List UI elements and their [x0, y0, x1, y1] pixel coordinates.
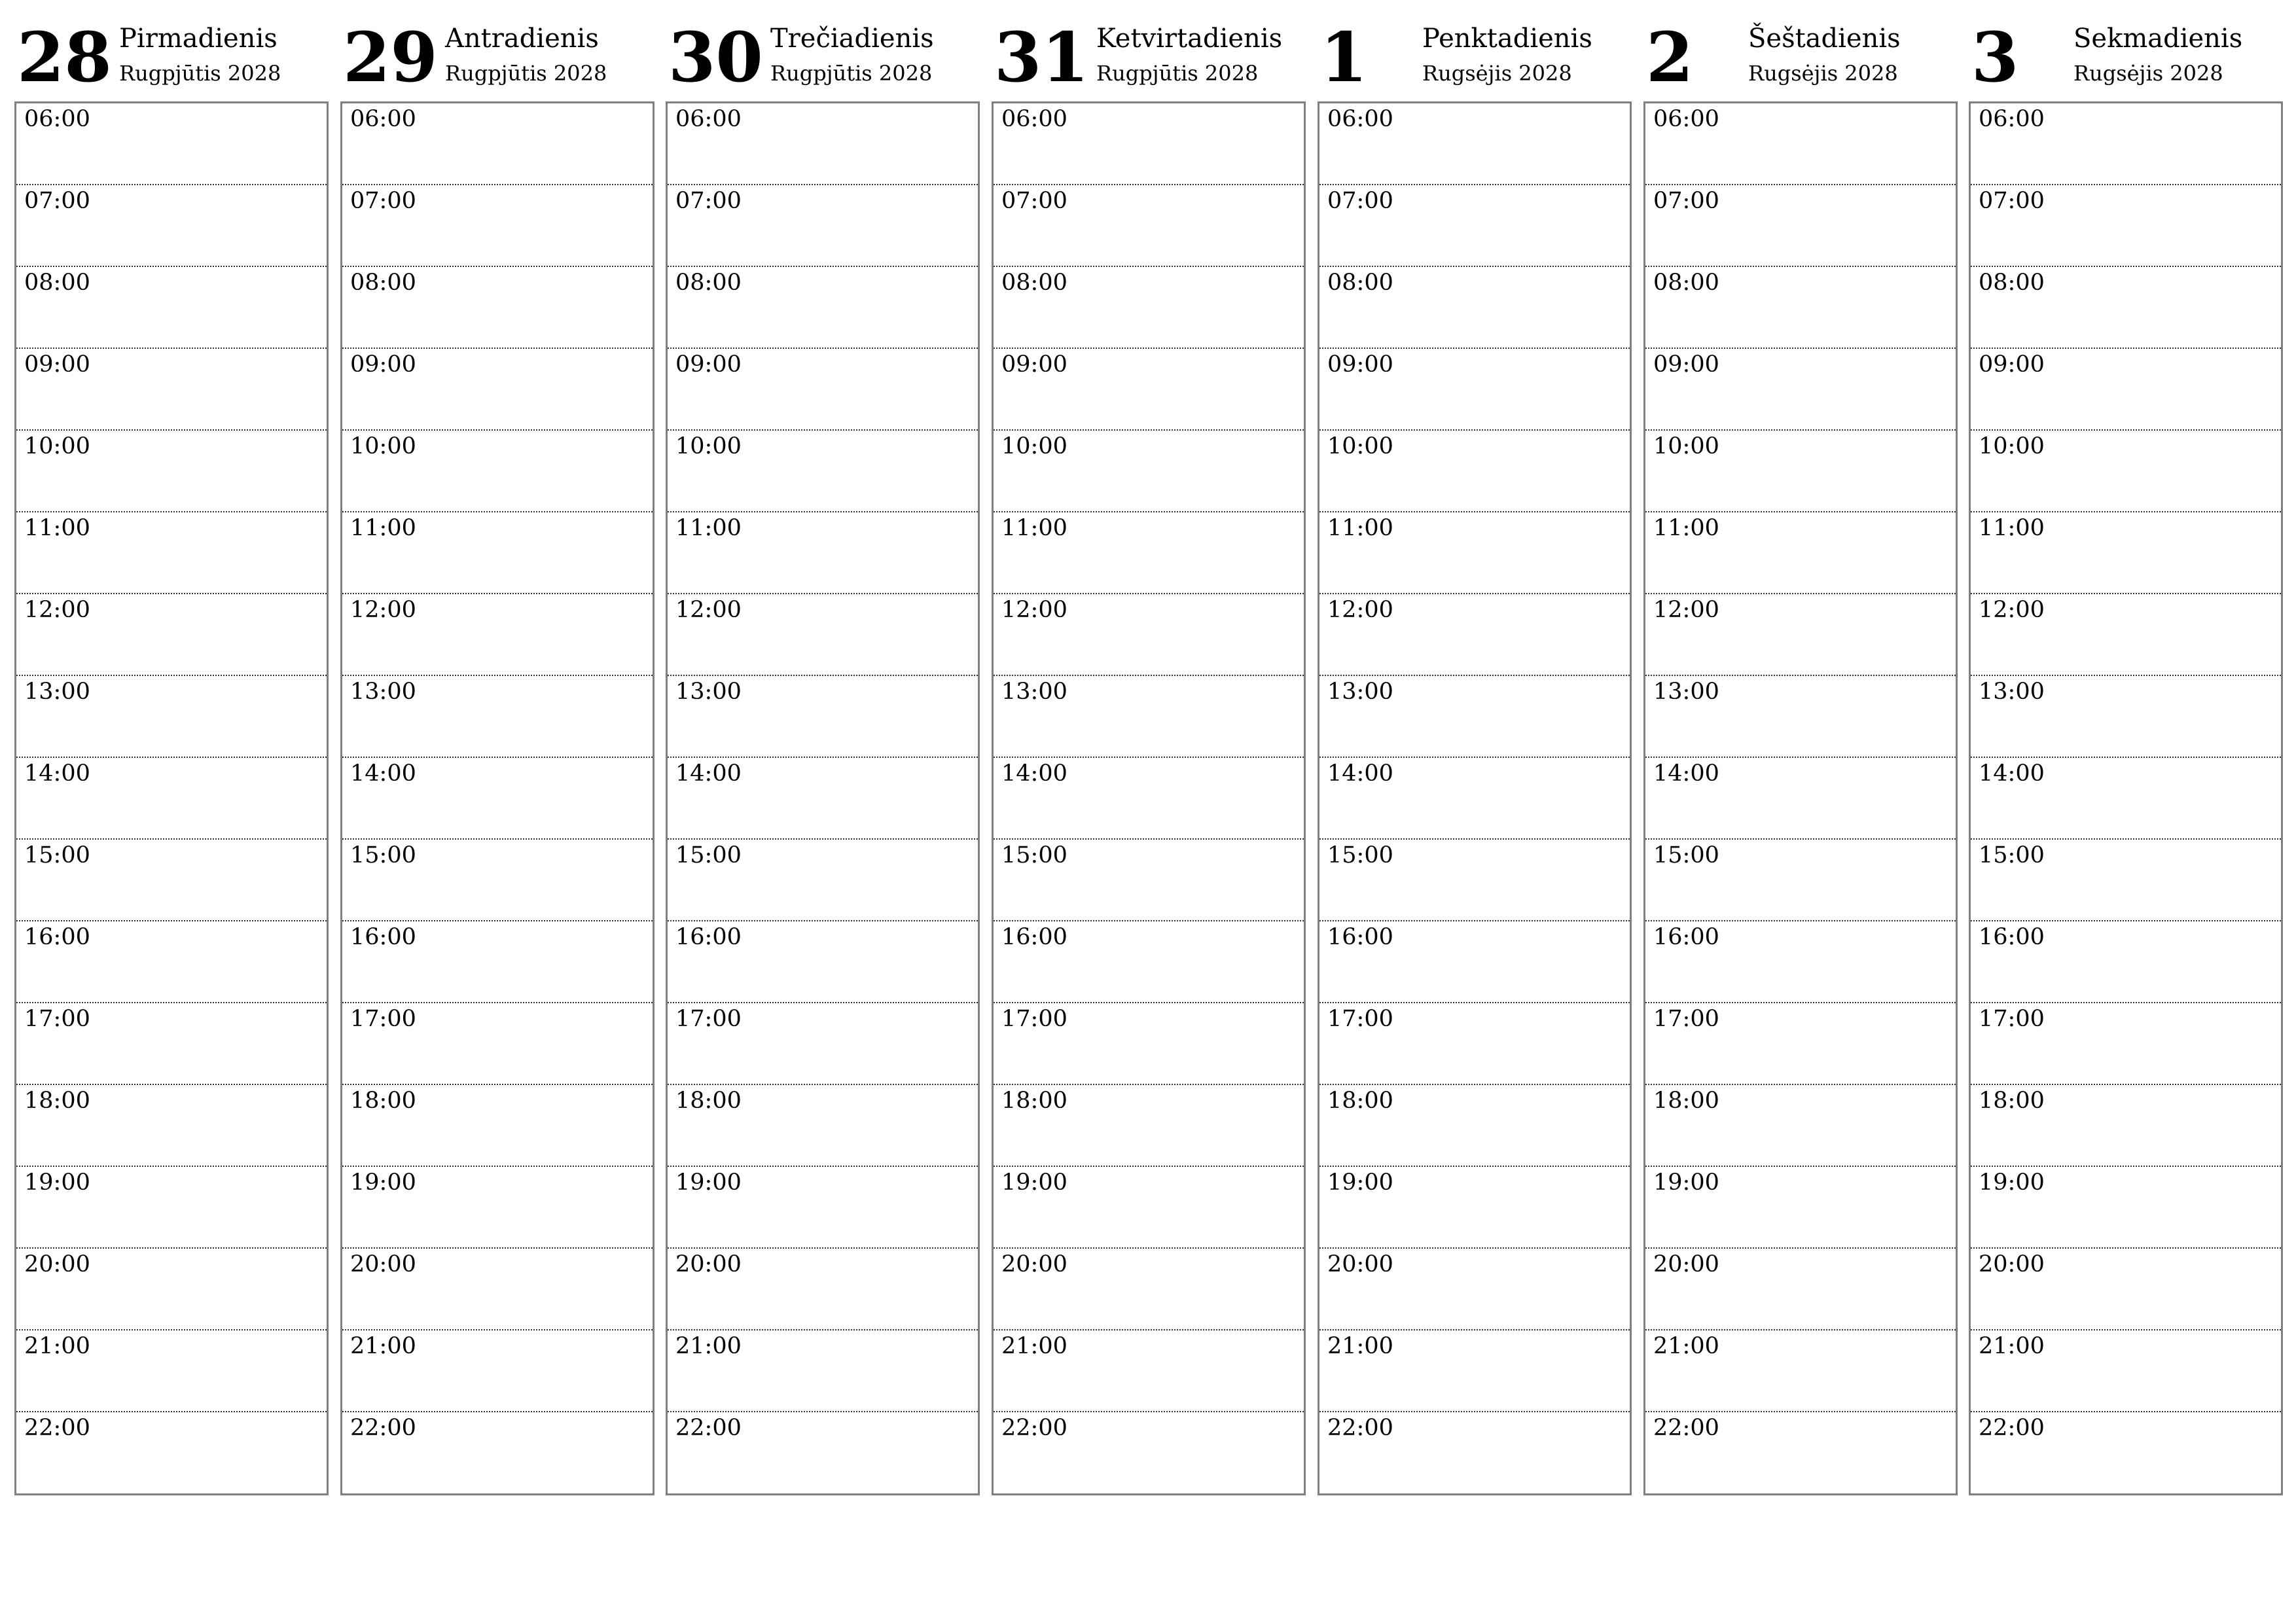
time-slot[interactable]	[16, 267, 327, 349]
time-slot-label: 13:00	[1653, 679, 1719, 705]
day-number: 29	[343, 17, 438, 98]
time-slot[interactable]	[1319, 1085, 1630, 1167]
time-slot[interactable]	[342, 349, 653, 431]
time-slot[interactable]	[1971, 1003, 2281, 1085]
time-slot-label: 16:00	[675, 924, 742, 950]
time-slot[interactable]	[1319, 512, 1630, 594]
time-slot-label: 18:00	[675, 1088, 742, 1114]
time-slot[interactable]	[1645, 921, 1956, 1003]
time-slot[interactable]	[994, 1085, 1304, 1167]
time-slot-label: 06:00	[1979, 106, 2045, 132]
day-name: Antradienis	[445, 24, 599, 54]
time-slot-label: 15:00	[24, 842, 90, 868]
time-slot-label: 09:00	[1653, 351, 1719, 378]
day-name: Penktadienis	[1422, 24, 1592, 54]
time-slot[interactable]	[342, 1249, 653, 1330]
time-slot[interactable]	[994, 1003, 1304, 1085]
time-slot[interactable]	[16, 921, 327, 1003]
time-slot-label: 17:00	[24, 1006, 90, 1032]
day-header	[666, 13, 978, 98]
day-schedule-box	[1969, 101, 2283, 1495]
time-slot-label: 19:00	[350, 1169, 416, 1196]
time-slot[interactable]	[342, 103, 653, 185]
time-slot[interactable]	[994, 103, 1304, 185]
time-slot-label: 14:00	[1001, 760, 1067, 787]
time-slot[interactable]	[1319, 594, 1630, 676]
time-slot-label: 14:00	[1653, 760, 1719, 787]
time-slot[interactable]	[994, 758, 1304, 840]
time-slot-label: 11:00	[24, 515, 90, 541]
time-slot[interactable]	[16, 676, 327, 758]
time-slot[interactable]	[668, 1167, 978, 1249]
time-slot[interactable]	[668, 267, 978, 349]
time-slot-label: 11:00	[1327, 515, 1393, 541]
time-slot[interactable]	[1319, 103, 1630, 185]
time-slot[interactable]	[342, 1412, 653, 1494]
time-slot[interactable]	[1645, 1249, 1956, 1330]
time-slot-label: 17:00	[1979, 1006, 2045, 1032]
time-slot-label: 16:00	[350, 924, 416, 950]
time-slot-label: 18:00	[1001, 1088, 1067, 1114]
day-name: Ketvirtadienis	[1096, 24, 1283, 54]
time-slot-label: 13:00	[24, 679, 90, 705]
time-slot[interactable]	[1971, 431, 2281, 512]
day-column	[666, 13, 978, 1499]
time-slot-label: 15:00	[1979, 842, 2045, 868]
time-slot[interactable]	[16, 103, 327, 185]
time-slot-label: 20:00	[1327, 1251, 1393, 1277]
time-slot-label: 16:00	[1001, 924, 1067, 950]
time-slot-label: 20:00	[1979, 1251, 2045, 1277]
time-slot-label: 16:00	[1653, 924, 1719, 950]
day-number: 2	[1646, 17, 1694, 98]
day-name: Šeštadienis	[1748, 24, 1901, 54]
time-slot-label: 18:00	[24, 1088, 90, 1114]
time-slot[interactable]	[16, 185, 327, 267]
time-slot[interactable]	[342, 1330, 653, 1412]
time-slot-label: 12:00	[1653, 597, 1719, 623]
time-slot-label: 12:00	[1327, 597, 1393, 623]
time-slot-label: 13:00	[1327, 679, 1393, 705]
time-slot[interactable]	[1319, 840, 1630, 921]
time-slot-label: 08:00	[1001, 270, 1067, 296]
time-slot-label: 20:00	[24, 1251, 90, 1277]
time-slot[interactable]	[1971, 185, 2281, 267]
time-slot[interactable]	[668, 594, 978, 676]
time-slot[interactable]	[1645, 840, 1956, 921]
time-slot-label: 07:00	[675, 188, 742, 214]
time-slot-label: 21:00	[24, 1333, 90, 1359]
time-slot-label: 06:00	[1001, 106, 1067, 132]
time-slot[interactable]	[16, 1330, 327, 1412]
time-slot[interactable]	[1971, 1085, 2281, 1167]
time-slot[interactable]	[1645, 594, 1956, 676]
time-slot[interactable]	[1971, 512, 2281, 594]
day-header	[1318, 13, 1630, 98]
time-slot-label: 13:00	[675, 679, 742, 705]
time-slot[interactable]	[342, 921, 653, 1003]
time-slot[interactable]	[1645, 1412, 1956, 1494]
time-slot[interactable]	[1971, 921, 2281, 1003]
day-month-year: Rugsėjis 2028	[1422, 61, 1572, 86]
day-column	[340, 13, 653, 1499]
time-slot[interactable]	[16, 594, 327, 676]
time-slot[interactable]	[1971, 594, 2281, 676]
day-header	[1643, 13, 1956, 98]
time-slot[interactable]	[994, 921, 1304, 1003]
day-name: Sekmadienis	[2073, 24, 2243, 54]
time-slot-label: 08:00	[24, 270, 90, 296]
time-slot[interactable]	[668, 349, 978, 431]
day-header	[1969, 13, 2282, 98]
time-slot[interactable]	[342, 840, 653, 921]
time-slot-label: 19:00	[1327, 1169, 1393, 1196]
time-slot-label: 18:00	[1979, 1088, 2045, 1114]
day-schedule-box	[992, 101, 1306, 1495]
time-slot-label: 10:00	[675, 433, 742, 459]
day-schedule-box	[666, 101, 980, 1495]
time-slot-label: 22:00	[1001, 1415, 1067, 1441]
time-slot[interactable]	[1319, 1412, 1630, 1494]
time-slot[interactable]	[1319, 1330, 1630, 1412]
time-slot[interactable]	[342, 594, 653, 676]
time-slot[interactable]	[1971, 1167, 2281, 1249]
time-slot[interactable]	[1971, 267, 2281, 349]
time-slot[interactable]	[994, 676, 1304, 758]
time-slot-label: 07:00	[1979, 188, 2045, 214]
time-slot[interactable]	[342, 1167, 653, 1249]
time-slot[interactable]	[342, 1003, 653, 1085]
time-slot[interactable]	[994, 512, 1304, 594]
time-slot-label: 13:00	[1979, 679, 2045, 705]
time-slot-label: 11:00	[1001, 515, 1067, 541]
time-slot-label: 17:00	[1001, 1006, 1067, 1032]
time-slot-label: 13:00	[1001, 679, 1067, 705]
time-slot[interactable]	[994, 267, 1304, 349]
time-slot[interactable]	[1319, 676, 1630, 758]
time-slot[interactable]	[342, 758, 653, 840]
day-month-year: Rugpjūtis 2028	[770, 61, 933, 86]
time-slot-label: 10:00	[1001, 433, 1067, 459]
day-number: 28	[17, 17, 112, 98]
time-slot-label: 12:00	[1001, 597, 1067, 623]
time-slot[interactable]	[994, 840, 1304, 921]
time-slot-label: 08:00	[1327, 270, 1393, 296]
time-slot-label: 09:00	[1327, 351, 1393, 378]
time-slot-label: 18:00	[1327, 1088, 1393, 1114]
time-slot-label: 07:00	[1001, 188, 1067, 214]
time-slot-label: 11:00	[1653, 515, 1719, 541]
day-column	[1969, 13, 2282, 1499]
time-slot-label: 22:00	[1979, 1415, 2045, 1441]
time-slot-label: 07:00	[24, 188, 90, 214]
time-slot[interactable]	[342, 676, 653, 758]
time-slot[interactable]	[1971, 349, 2281, 431]
time-slot[interactable]	[1319, 1167, 1630, 1249]
time-slot-label: 11:00	[675, 515, 742, 541]
time-slot[interactable]	[1971, 676, 2281, 758]
time-slot-label: 21:00	[1327, 1333, 1393, 1359]
time-slot[interactable]	[668, 758, 978, 840]
time-slot[interactable]	[668, 431, 978, 512]
time-slot[interactable]	[668, 1330, 978, 1412]
time-slot-label: 18:00	[1653, 1088, 1719, 1114]
time-slot-label: 21:00	[1653, 1333, 1719, 1359]
time-slot[interactable]	[668, 676, 978, 758]
time-slot[interactable]	[1971, 1330, 2281, 1412]
time-slot[interactable]	[342, 431, 653, 512]
time-slot[interactable]	[1645, 1167, 1956, 1249]
time-slot-label: 19:00	[1001, 1169, 1067, 1196]
time-slot-label: 09:00	[675, 351, 742, 378]
time-slot[interactable]	[16, 512, 327, 594]
time-slot-label: 07:00	[1327, 188, 1393, 214]
time-slot[interactable]	[1319, 1003, 1630, 1085]
time-slot[interactable]	[1319, 349, 1630, 431]
day-column	[1643, 13, 1956, 1499]
time-slot-label: 09:00	[24, 351, 90, 378]
time-slot[interactable]	[668, 1249, 978, 1330]
day-number: 31	[994, 17, 1089, 98]
time-slot-label: 06:00	[350, 106, 416, 132]
day-header	[14, 13, 327, 98]
time-slot[interactable]	[994, 185, 1304, 267]
time-slot-label: 11:00	[350, 515, 416, 541]
time-slot-label: 15:00	[675, 842, 742, 868]
time-slot[interactable]	[994, 1330, 1304, 1412]
time-slot[interactable]	[994, 594, 1304, 676]
time-slot[interactable]	[1971, 1249, 2281, 1330]
time-slot-label: 06:00	[24, 106, 90, 132]
time-slot-label: 08:00	[675, 270, 742, 296]
time-slot-label: 17:00	[1653, 1006, 1719, 1032]
time-slot-label: 15:00	[1653, 842, 1719, 868]
day-schedule-box	[14, 101, 329, 1495]
time-slot-label: 06:00	[675, 106, 742, 132]
time-slot-label: 19:00	[675, 1169, 742, 1196]
time-slot-label: 21:00	[675, 1333, 742, 1359]
time-slot[interactable]	[1645, 267, 1956, 349]
time-slot[interactable]	[1645, 1085, 1956, 1167]
time-slot-label: 10:00	[24, 433, 90, 459]
time-slot[interactable]	[994, 1167, 1304, 1249]
time-slot-label: 08:00	[350, 270, 416, 296]
time-slot-label: 21:00	[1001, 1333, 1067, 1359]
time-slot[interactable]	[1319, 1249, 1630, 1330]
time-slot[interactable]	[342, 267, 653, 349]
time-slot[interactable]	[1319, 921, 1630, 1003]
day-header	[992, 13, 1304, 98]
time-slot-label: 14:00	[1327, 760, 1393, 787]
day-column	[1318, 13, 1630, 1499]
time-slot[interactable]	[1645, 349, 1956, 431]
time-slot-label: 20:00	[675, 1251, 742, 1277]
time-slot-label: 09:00	[1001, 351, 1067, 378]
time-slot-label: 20:00	[1653, 1251, 1719, 1277]
time-slot-label: 19:00	[1979, 1169, 2045, 1196]
time-slot-label: 10:00	[1327, 433, 1393, 459]
time-slot[interactable]	[16, 1003, 327, 1085]
day-month-year: Rugsėjis 2028	[2073, 61, 2223, 86]
day-month-year: Rugpjūtis 2028	[119, 61, 281, 86]
time-slot[interactable]	[16, 1249, 327, 1330]
time-slot[interactable]	[994, 431, 1304, 512]
time-slot-label: 19:00	[24, 1169, 90, 1196]
time-slot[interactable]	[16, 349, 327, 431]
time-slot[interactable]	[1645, 1330, 1956, 1412]
time-slot[interactable]	[16, 840, 327, 921]
time-slot[interactable]	[668, 185, 978, 267]
time-slot[interactable]	[1645, 1003, 1956, 1085]
time-slot[interactable]	[668, 921, 978, 1003]
time-slot-label: 14:00	[24, 760, 90, 787]
time-slot-label: 11:00	[1979, 515, 2045, 541]
time-slot-label: 12:00	[675, 597, 742, 623]
time-slot[interactable]	[1645, 185, 1956, 267]
day-number: 30	[668, 17, 763, 98]
day-number: 3	[1971, 17, 2019, 98]
time-slot-label: 15:00	[350, 842, 416, 868]
time-slot[interactable]	[16, 1412, 327, 1494]
time-slot[interactable]	[1645, 103, 1956, 185]
time-slot[interactable]	[994, 1412, 1304, 1494]
time-slot[interactable]	[1319, 185, 1630, 267]
time-slot-label: 16:00	[1327, 924, 1393, 950]
time-slot-label: 09:00	[1979, 351, 2045, 378]
time-slot[interactable]	[1319, 758, 1630, 840]
time-slot-label: 15:00	[1327, 842, 1393, 868]
time-slot-label: 22:00	[1327, 1415, 1393, 1441]
time-slot-label: 14:00	[1979, 760, 2045, 787]
time-slot-label: 22:00	[350, 1415, 416, 1441]
time-slot[interactable]	[668, 1085, 978, 1167]
time-slot[interactable]	[1971, 1412, 2281, 1494]
time-slot[interactable]	[1319, 267, 1630, 349]
time-slot[interactable]	[16, 431, 327, 512]
time-slot-label: 06:00	[1327, 106, 1393, 132]
day-name: Trečiadienis	[770, 24, 934, 54]
time-slot[interactable]	[668, 512, 978, 594]
day-column	[14, 13, 327, 1499]
time-slot-label: 10:00	[1979, 433, 2045, 459]
time-slot-label: 17:00	[675, 1006, 742, 1032]
time-slot[interactable]	[1645, 512, 1956, 594]
time-slot-label: 07:00	[350, 188, 416, 214]
time-slot-label: 18:00	[350, 1088, 416, 1114]
time-slot[interactable]	[16, 1167, 327, 1249]
day-month-year: Rugsėjis 2028	[1748, 61, 1898, 86]
time-slot[interactable]	[994, 1249, 1304, 1330]
day-schedule-box	[1318, 101, 1632, 1495]
time-slot-label: 21:00	[1979, 1333, 2045, 1359]
time-slot-label: 19:00	[1653, 1169, 1719, 1196]
time-slot-label: 14:00	[675, 760, 742, 787]
time-slot[interactable]	[342, 185, 653, 267]
day-schedule-box	[340, 101, 655, 1495]
time-slot-label: 20:00	[1001, 1251, 1067, 1277]
time-slot-label: 06:00	[1653, 106, 1719, 132]
time-slot-label: 17:00	[350, 1006, 416, 1032]
time-slot[interactable]	[668, 1003, 978, 1085]
weekly-planner	[14, 13, 2283, 1499]
day-month-year: Rugpjūtis 2028	[445, 61, 607, 86]
time-slot-label: 20:00	[350, 1251, 416, 1277]
day-number: 1	[1320, 17, 1368, 98]
time-slot[interactable]	[342, 1085, 653, 1167]
day-header	[340, 13, 653, 98]
time-slot[interactable]	[994, 349, 1304, 431]
day-month-year: Rugpjūtis 2028	[1096, 61, 1259, 86]
time-slot-label: 12:00	[350, 597, 416, 623]
time-slot-label: 21:00	[350, 1333, 416, 1359]
time-slot-label: 16:00	[24, 924, 90, 950]
time-slot-label: 22:00	[1653, 1415, 1719, 1441]
time-slot-label: 22:00	[24, 1415, 90, 1441]
time-slot-label: 10:00	[1653, 433, 1719, 459]
time-slot[interactable]	[1645, 758, 1956, 840]
time-slot-label: 17:00	[1327, 1006, 1393, 1032]
time-slot-label: 07:00	[1653, 188, 1719, 214]
time-slot-label: 12:00	[24, 597, 90, 623]
time-slot-label: 14:00	[350, 760, 416, 787]
time-slot[interactable]	[342, 512, 653, 594]
time-slot[interactable]	[1645, 431, 1956, 512]
time-slot-label: 13:00	[350, 679, 416, 705]
time-slot[interactable]	[1319, 431, 1630, 512]
time-slot[interactable]	[16, 758, 327, 840]
time-slot[interactable]	[1971, 758, 2281, 840]
time-slot-label: 08:00	[1653, 270, 1719, 296]
time-slot[interactable]	[668, 840, 978, 921]
time-slot-label: 22:00	[675, 1415, 742, 1441]
day-schedule-box	[1643, 101, 1958, 1495]
time-slot[interactable]	[1645, 676, 1956, 758]
time-slot-label: 15:00	[1001, 842, 1067, 868]
time-slot-label: 12:00	[1979, 597, 2045, 623]
time-slot[interactable]	[1971, 103, 2281, 185]
time-slot[interactable]	[668, 103, 978, 185]
time-slot-label: 10:00	[350, 433, 416, 459]
time-slot-label: 08:00	[1979, 270, 2045, 296]
time-slot[interactable]	[1971, 840, 2281, 921]
time-slot[interactable]	[16, 1085, 327, 1167]
time-slot[interactable]	[668, 1412, 978, 1494]
time-slot-label: 09:00	[350, 351, 416, 378]
time-slot-label: 16:00	[1979, 924, 2045, 950]
day-column	[992, 13, 1304, 1499]
day-name: Pirmadienis	[119, 24, 278, 54]
